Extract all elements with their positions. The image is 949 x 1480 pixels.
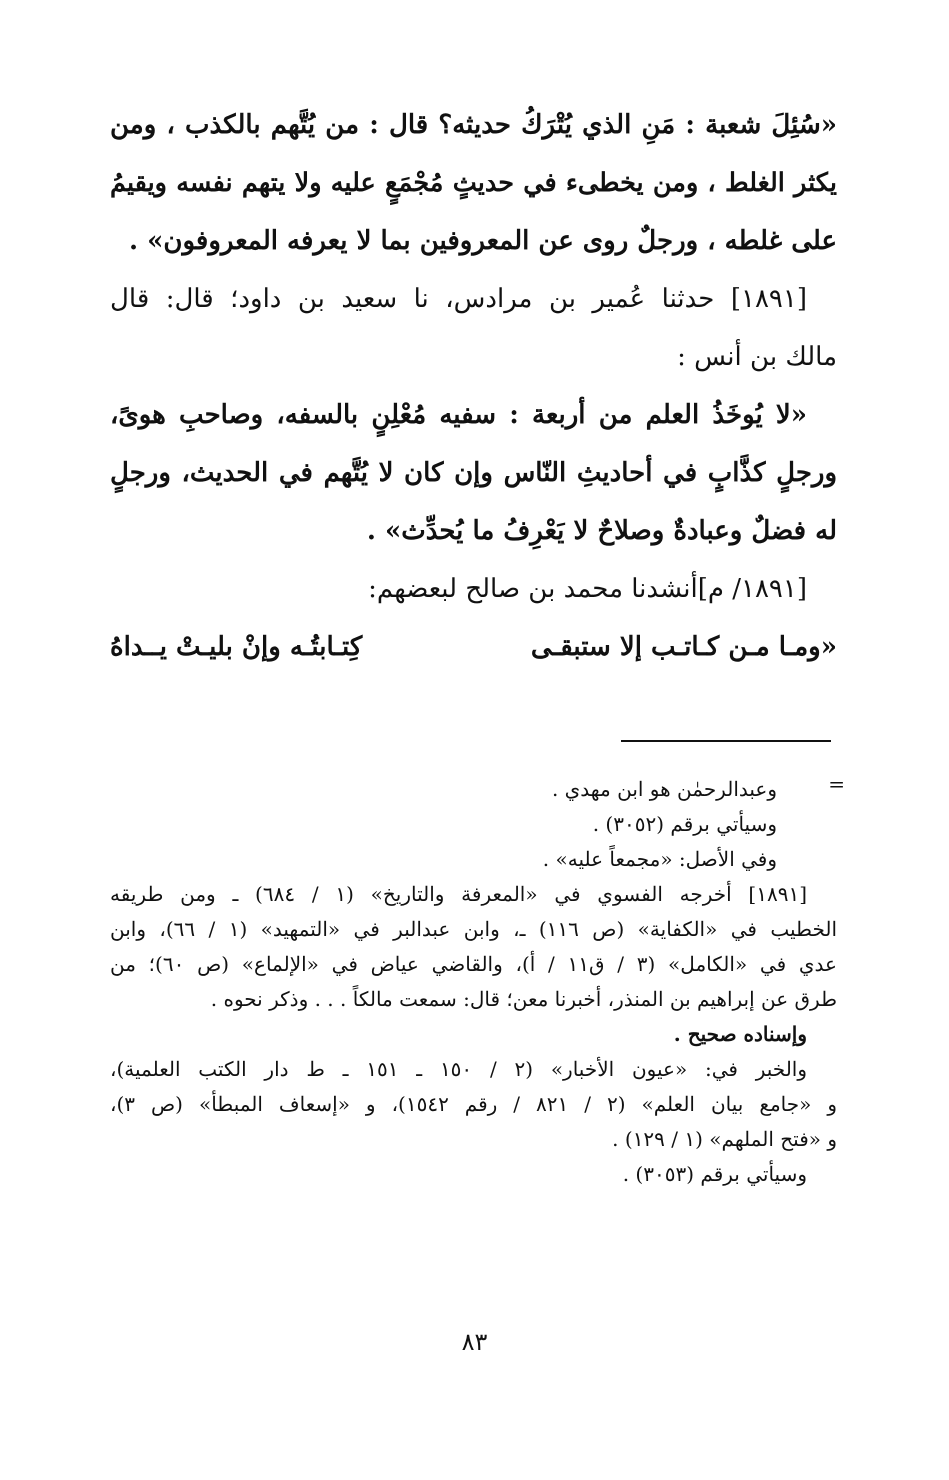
continuation-mark: =: [828, 772, 845, 796]
verse-hemistich-2: كِتـابتُـه وإنْ بليـتْ يــداهُ: [110, 632, 363, 662]
main-line-1: «سُئِلَ شعبة : مَنِ الذي يُتْرَكُ حديثه؟ قال : من يُتَّهم بالكذب ، ومن: [110, 110, 837, 140]
footnote-line-9: والخبر في: «عيون الأخبار» (٢ / ١٥٠ ـ ١٥١ ـ ط دار الكتب العلمية)،: [110, 1057, 808, 1081]
footnote-line-3: وفي الأصل: «مجمعاً عليه» .: [542, 847, 777, 871]
footnote-line-7: طرق عن إبراهيم بن المنذر، أخبرنا معن؛ قال: سمعت مالكاً . . . وذكر نحوه .: [210, 987, 837, 1011]
page-number: ٨٣: [461, 1328, 488, 1356]
footnote-line-12: وسيأتي برقم (٣٠٥٣) .: [622, 1162, 807, 1186]
footnote-line-5: الخطيب في «الكفاية» (ص ١١٦) ـ، وابن عبدالبر في «التمهيد» (١ / ٦٦)، وابن: [110, 917, 838, 941]
main-line-2: يكثر الغلط ، ومن يخطىء في حديثٍ مُجْمَعٍ عليه ولا يتهم نفسه ويقيمُ: [110, 168, 837, 198]
footnote-line-1: وعبدالرحمٰن هو ابن مهدي .: [551, 777, 777, 801]
footnote-line-2: وسيأتي برقم (٣٠٥٢) .: [592, 812, 777, 836]
main-line-8: له فضلٌ وعبادةٌ وصلاحٌ لا يَعْرِفُ ما يُحدِّث» .: [366, 516, 837, 546]
poem-verse: [110, 618, 837, 676]
footnotes: [110, 772, 845, 1192]
footnote-line-10: و «جامع بيان العلم» (٢ / ٨٢١ / رقم ١٥٤٢)، و «إسعاف المبطأ» (ص ٣)،: [110, 1092, 838, 1116]
main-line-3: على غلطه ، ورجلٌ روى عن المعروفين بما لا يعرفه المعروفون» .: [129, 226, 837, 256]
footnote-separator: [621, 740, 831, 742]
verse-hemistich-1: «ومـا مـن كـاتـب إلا ستبقـى: [530, 632, 837, 662]
hadith-number-1891: [١٨٩١] حدثنا عُمير بن مرادس، نا سعيد بن داود؛ قال: قال: [110, 284, 807, 314]
footnote-line-6: عدي في «الكامل» (٣ / ق١١ / أ)، والقاضي عياض في «الإلماع» (ص ٦٠)؛ من: [110, 952, 837, 976]
main-line-6: «لا يُوخَذُ العلم من أربعة : سفيه مُعْلِنٍ بالسفه، وصاحبِ هوىً،: [110, 400, 807, 430]
main-line-7: ورجلٍ كذَّابٍ في أحاديثِ النّاس وإن كان لا يُتَّهم في الحديث، ورجلٍ: [110, 458, 837, 488]
footnote-line-11: و «فتح الملهم» (١ / ١٢٩) .: [612, 1127, 837, 1151]
footnote-line-4: [١٨٩١] أخرجه الفسوي في «المعرفة والتاريخ» (١ / ٦٨٤) ـ ومن طريقه: [110, 882, 808, 906]
hadith-number-1891m: [١٨٩١/ م]أنشدنا محمد بن صالح لبعضهم:: [368, 574, 807, 604]
main-text: [110, 96, 837, 676]
footnote-line-8: وإسناده صحيح .: [673, 1022, 807, 1046]
main-line-5: مالك بن أنس :: [677, 342, 837, 372]
